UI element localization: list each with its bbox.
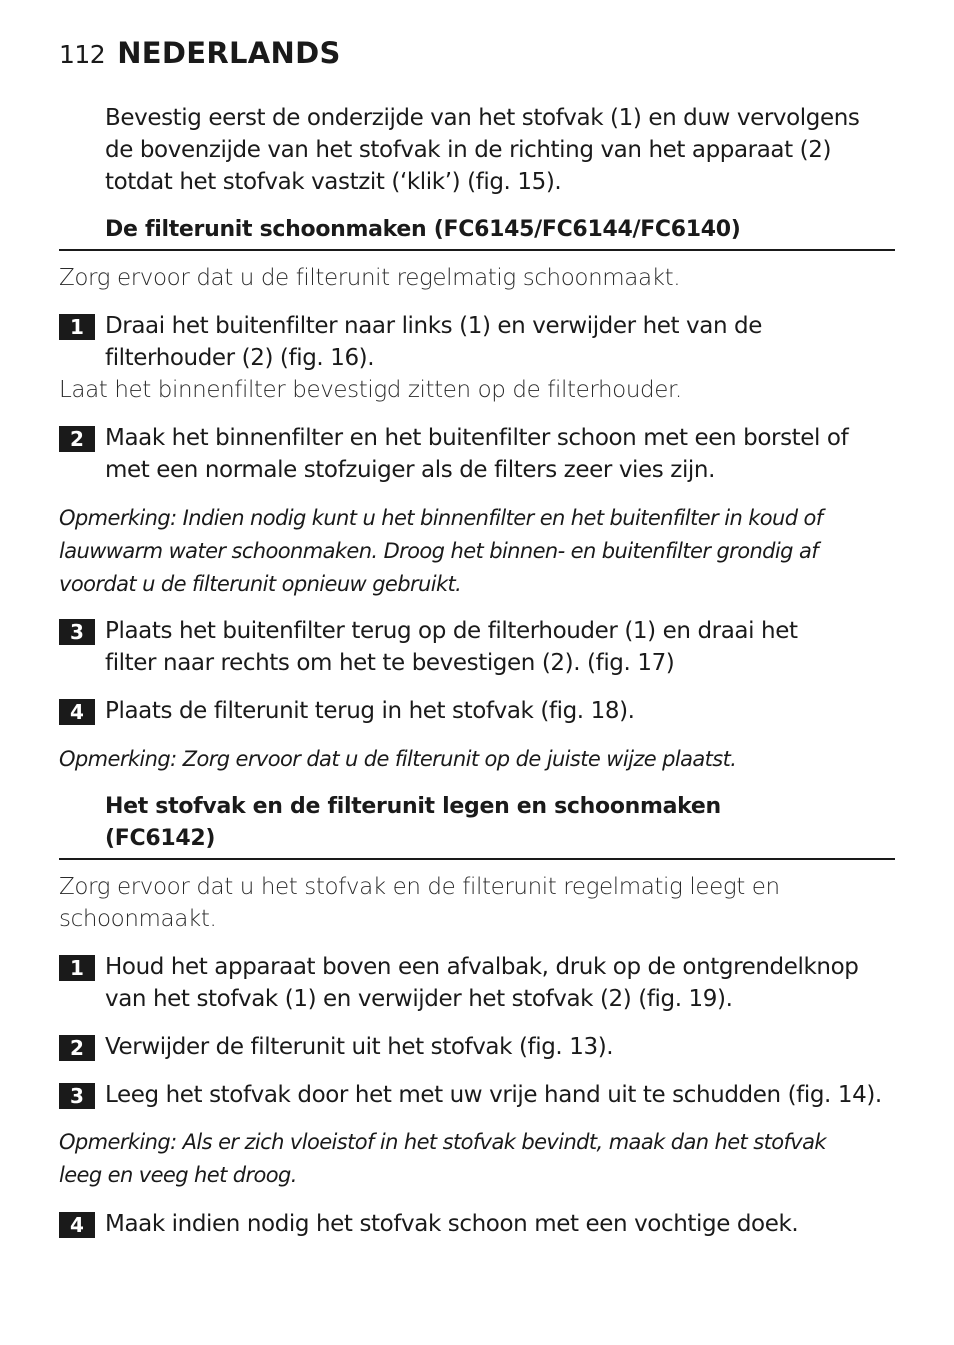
step-text (105, 695, 905, 727)
step-number-badge: 2 (59, 1035, 95, 1061)
text-line: Leeg het stofvak door het met uw vrije hand uit te schudden (fig. 14). (105, 1082, 882, 1108)
section-heading (59, 791, 895, 860)
step-text (105, 615, 905, 679)
step-sub-note: Laat het binnenfilter bevestigd zitten op de filterhouder. (59, 377, 682, 403)
text-line: leeg en veeg het droog. (59, 1163, 297, 1187)
intro-paragraph (105, 102, 905, 198)
section-intro: Zorg ervoor dat u de filterunit regelmatig schoonmaakt. (59, 265, 681, 291)
step-text (105, 1031, 905, 1063)
text-line: Plaats het buitenfilter terug op de filterhouder (1) en draai het (105, 618, 798, 644)
step-text (105, 1208, 905, 1240)
heading-line: Het stofvak en de filterunit legen en schoonmaken (105, 794, 721, 819)
step-number-badge: 4 (59, 1212, 95, 1238)
step-number-badge: 1 (59, 955, 95, 981)
section-heading (59, 214, 895, 251)
step-text (105, 310, 905, 374)
text-line: Opmerking: Indien nodig kunt u het binnenfilter en het buitenfilter in koud of (59, 506, 823, 530)
text-line: filter naar rechts om het te bevestigen (2). (fig. 17) (105, 650, 675, 676)
note-paragraph (59, 502, 909, 601)
text-line: Plaats de filterunit terug in het stofvak (fig. 18). (105, 698, 635, 724)
text-line: Maak indien nodig het stofvak schoon met een vochtige doek. (105, 1211, 799, 1237)
text-line: met een normale stofzuiger als de filters zeer vies zijn. (105, 457, 716, 483)
step-number-badge: 2 (59, 426, 95, 452)
step-number-badge: 4 (59, 699, 95, 725)
text-line: lauwwarm water schoonmaken. Droog het binnen- en buitenfilter grondig af (59, 539, 819, 563)
text-line: Houd het apparaat boven een afvalbak, druk op de ontgrendelknop (105, 954, 859, 980)
step-text (105, 1079, 905, 1111)
note-paragraph: Opmerking: Zorg ervoor dat u de filterunit op de juiste wijze plaatst. (59, 747, 737, 771)
page-header (59, 36, 341, 70)
note-paragraph (59, 1126, 909, 1192)
text-line: de bovenzijde van het stofvak in de richting van het apparaat (2) (105, 137, 832, 163)
text-line: totdat het stofvak vastzit (‘klik’) (fig. 15). (105, 169, 562, 195)
step-text (105, 422, 905, 486)
section-intro (59, 871, 909, 935)
text-line: Bevestig eerst de onderzijde van het stofvak (1) en duw vervolgens (105, 105, 860, 131)
text-line: Draai het buitenfilter naar links (1) en verwijder het van de (105, 313, 762, 339)
language-section-title: NEDERLANDS (117, 36, 341, 70)
text-line: voordat u de filterunit opnieuw gebruikt. (59, 572, 462, 596)
text-line: filterhouder (2) (fig. 16). (105, 345, 375, 371)
step-number-badge: 1 (59, 314, 95, 340)
page-number: 112 (59, 40, 106, 69)
heading-text: De filterunit schoonmaken (FC6145/FC6144/FC6140) (105, 217, 741, 242)
text-line: Maak het binnenfilter en het buitenfilter schoon met een borstel of (105, 425, 849, 451)
heading-line: (FC6142) (105, 826, 216, 851)
text-line: van het stofvak (1) en verwijder het stofvak (2) (fig. 19). (105, 986, 733, 1012)
text-line: schoonmaakt. (59, 906, 217, 932)
step-text (105, 951, 905, 1015)
text-line: Opmerking: Als er zich vloeistof in het stofvak bevindt, maak dan het stofvak (59, 1130, 826, 1154)
text-line: Zorg ervoor dat u het stofvak en de filterunit regelmatig leegt en (59, 874, 780, 900)
text-line: Verwijder de filterunit uit het stofvak (fig. 13). (105, 1034, 614, 1060)
step-number-badge: 3 (59, 1083, 95, 1109)
step-number-badge: 3 (59, 619, 95, 645)
